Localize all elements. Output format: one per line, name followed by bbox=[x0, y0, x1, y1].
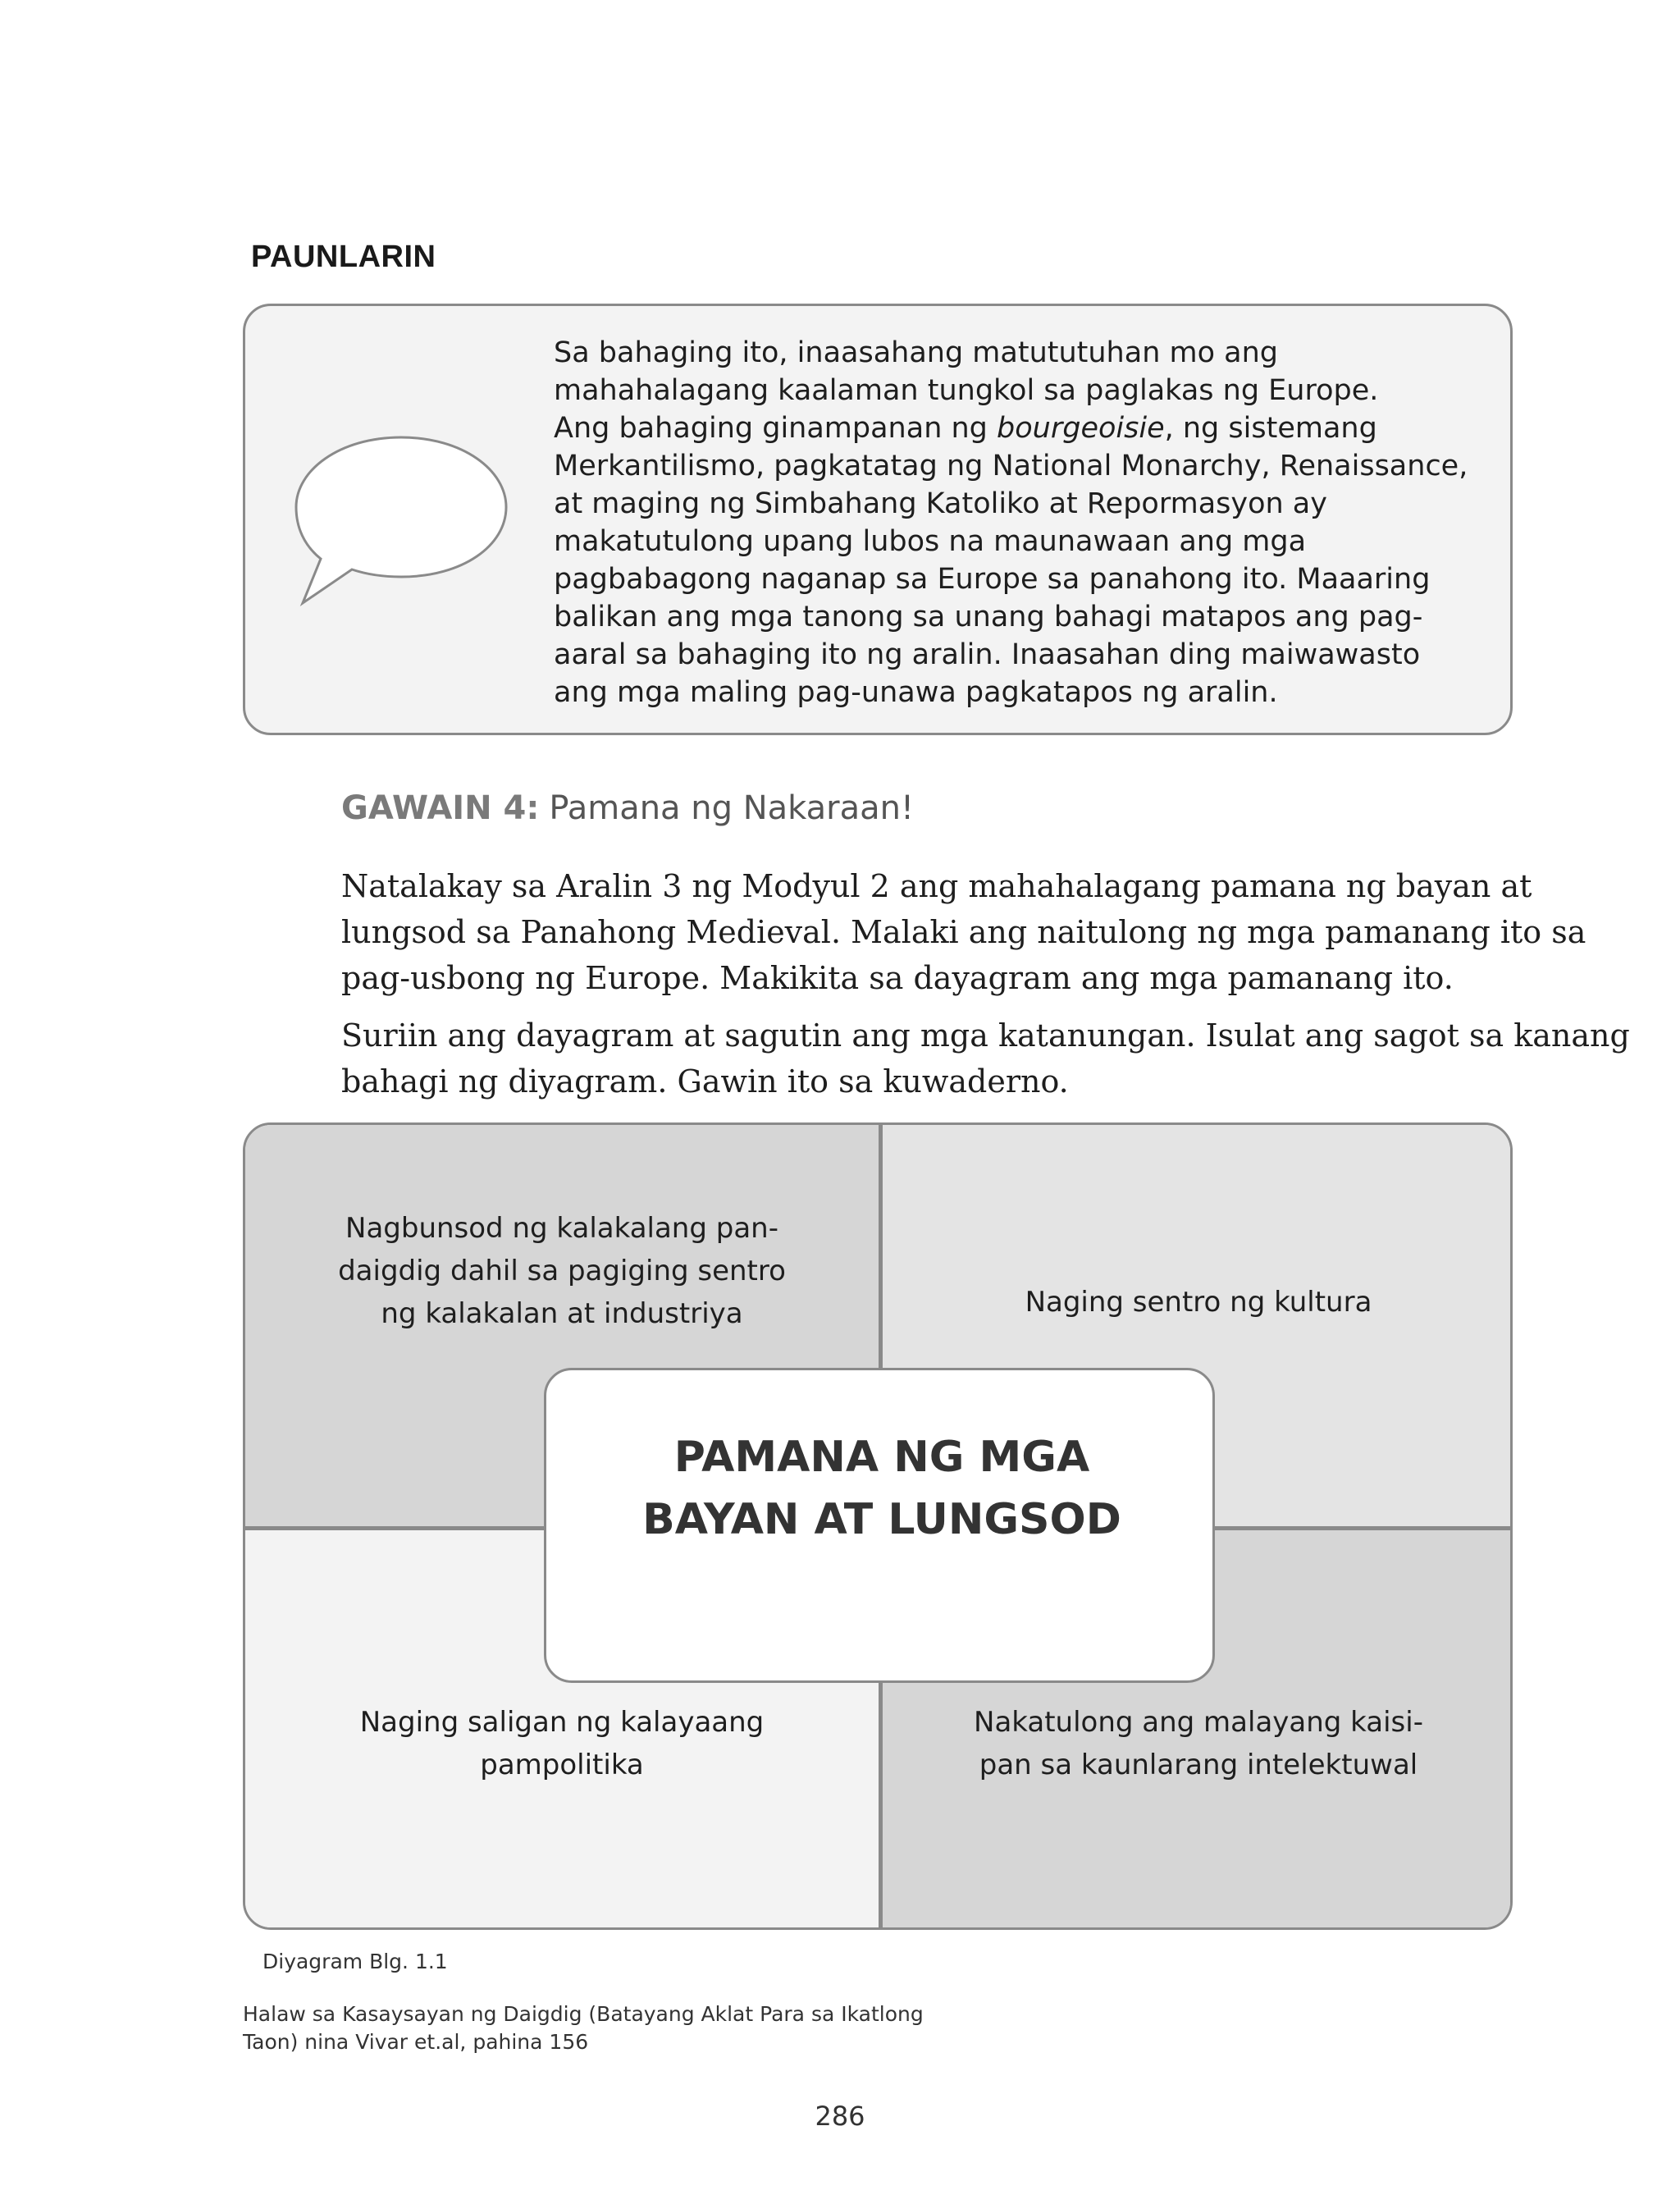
section-title: PAUNLARIN bbox=[251, 240, 436, 274]
diagram-caption: Diyagram Blg. 1.1 bbox=[262, 1950, 448, 1973]
intro-line: at maging ng Simbahang Katoliko at Repormasyon ay bbox=[554, 487, 1327, 520]
legacy-diagram bbox=[243, 1122, 1513, 1930]
bottom-left-text bbox=[245, 1701, 879, 1786]
intro-line bbox=[554, 409, 1497, 447]
intro-line-suffix: , ng sistemang bbox=[1164, 412, 1377, 445]
quad-line: Naging saligan ng kalayaang bbox=[359, 1706, 765, 1739]
paragraph-1 bbox=[341, 863, 1586, 1001]
quad-line: pampolitika bbox=[480, 1749, 644, 1781]
top-left-text bbox=[245, 1207, 879, 1335]
paragraph-line: Suriin ang dayagram at sagutin ang mga katanungan. Isulat ang sagot sa kanang bbox=[341, 1017, 1630, 1054]
center-title-line: PAMANA NG MGA bbox=[673, 1433, 1090, 1482]
intro-line: mahahalagang kaalaman tungkol sa paglakas ng Europe. bbox=[554, 374, 1379, 407]
intro-box bbox=[243, 304, 1513, 735]
paragraph-line: pag-usbong ng Europe. Makikita sa dayagram ang mga pamanang ito. bbox=[341, 960, 1454, 996]
intro-line: makatutulong upang lubos na maunawaan ang mga bbox=[554, 525, 1307, 558]
intro-line-prefix: Ang bahaging ginampanan ng bbox=[554, 412, 998, 445]
paragraph-2 bbox=[341, 1013, 1630, 1104]
center-title bbox=[546, 1426, 1217, 1551]
quad-line: Nagbunsod ng kalakalang pan- bbox=[345, 1212, 778, 1245]
center-box bbox=[544, 1368, 1215, 1683]
intro-line: ang mga maling pag-unawa pagkatapos ng aralin. bbox=[554, 676, 1278, 709]
source-note bbox=[243, 2000, 924, 2056]
quad-line: Naging sentro ng kultura bbox=[1025, 1286, 1372, 1319]
paragraph-line: bahagi ng diyagram. Gawin ito sa kuwaderno. bbox=[341, 1063, 1069, 1100]
activity-title: Pamana ng Nakaraan! bbox=[549, 789, 914, 827]
intro-line: pagbabagong naganap sa Europe sa panahong ito. Maaaring bbox=[554, 563, 1431, 596]
paragraph-line: lungsod sa Panahong Medieval. Malaki ang naitulong ng mga pamanang ito sa bbox=[341, 914, 1586, 950]
source-line: Halaw sa Kasaysayan ng Daigdig (Batayang Aklat Para sa Ikatlong bbox=[243, 2002, 924, 2026]
quad-line: pan sa kaunlarang intelektuwal bbox=[979, 1749, 1418, 1781]
center-title-line: BAYAN AT LUNGSOD bbox=[642, 1495, 1121, 1544]
intro-text bbox=[554, 334, 1497, 711]
activity-label: GAWAIN 4: bbox=[341, 789, 540, 827]
quad-line: daigdig dahil sa pagiging sentro bbox=[338, 1255, 786, 1287]
speech-bubble-icon bbox=[286, 429, 516, 610]
top-right-text bbox=[882, 1281, 1513, 1324]
intro-line: Sa bahaging ito, inaasahang matututuhan mo ang bbox=[554, 336, 1278, 369]
intro-line: aaral sa bahaging ito ng aralin. Inaasahan ding maiwawasto bbox=[554, 638, 1421, 671]
quad-line: ng kalakalan at industriya bbox=[381, 1297, 743, 1330]
page-number: 286 bbox=[815, 2101, 865, 2132]
paragraph-line: Natalakay sa Aralin 3 ng Modyul 2 ang mahahalagang pamana ng bayan at bbox=[341, 868, 1532, 904]
intro-line: Merkantilismo, pagkatatag ng National Monarchy, Renaissance, bbox=[554, 450, 1468, 482]
intro-line: balikan ang mga tanong sa unang bahagi matapos ang pag- bbox=[554, 601, 1423, 633]
source-line: Taon) nina Vivar et.al, pahina 156 bbox=[243, 2030, 589, 2054]
activity-heading bbox=[341, 789, 914, 827]
intro-italic-term: bourgeoisie bbox=[997, 412, 1165, 445]
bottom-right-text bbox=[882, 1701, 1513, 1786]
quad-line: Nakatulong ang malayang kaisi- bbox=[974, 1706, 1423, 1739]
